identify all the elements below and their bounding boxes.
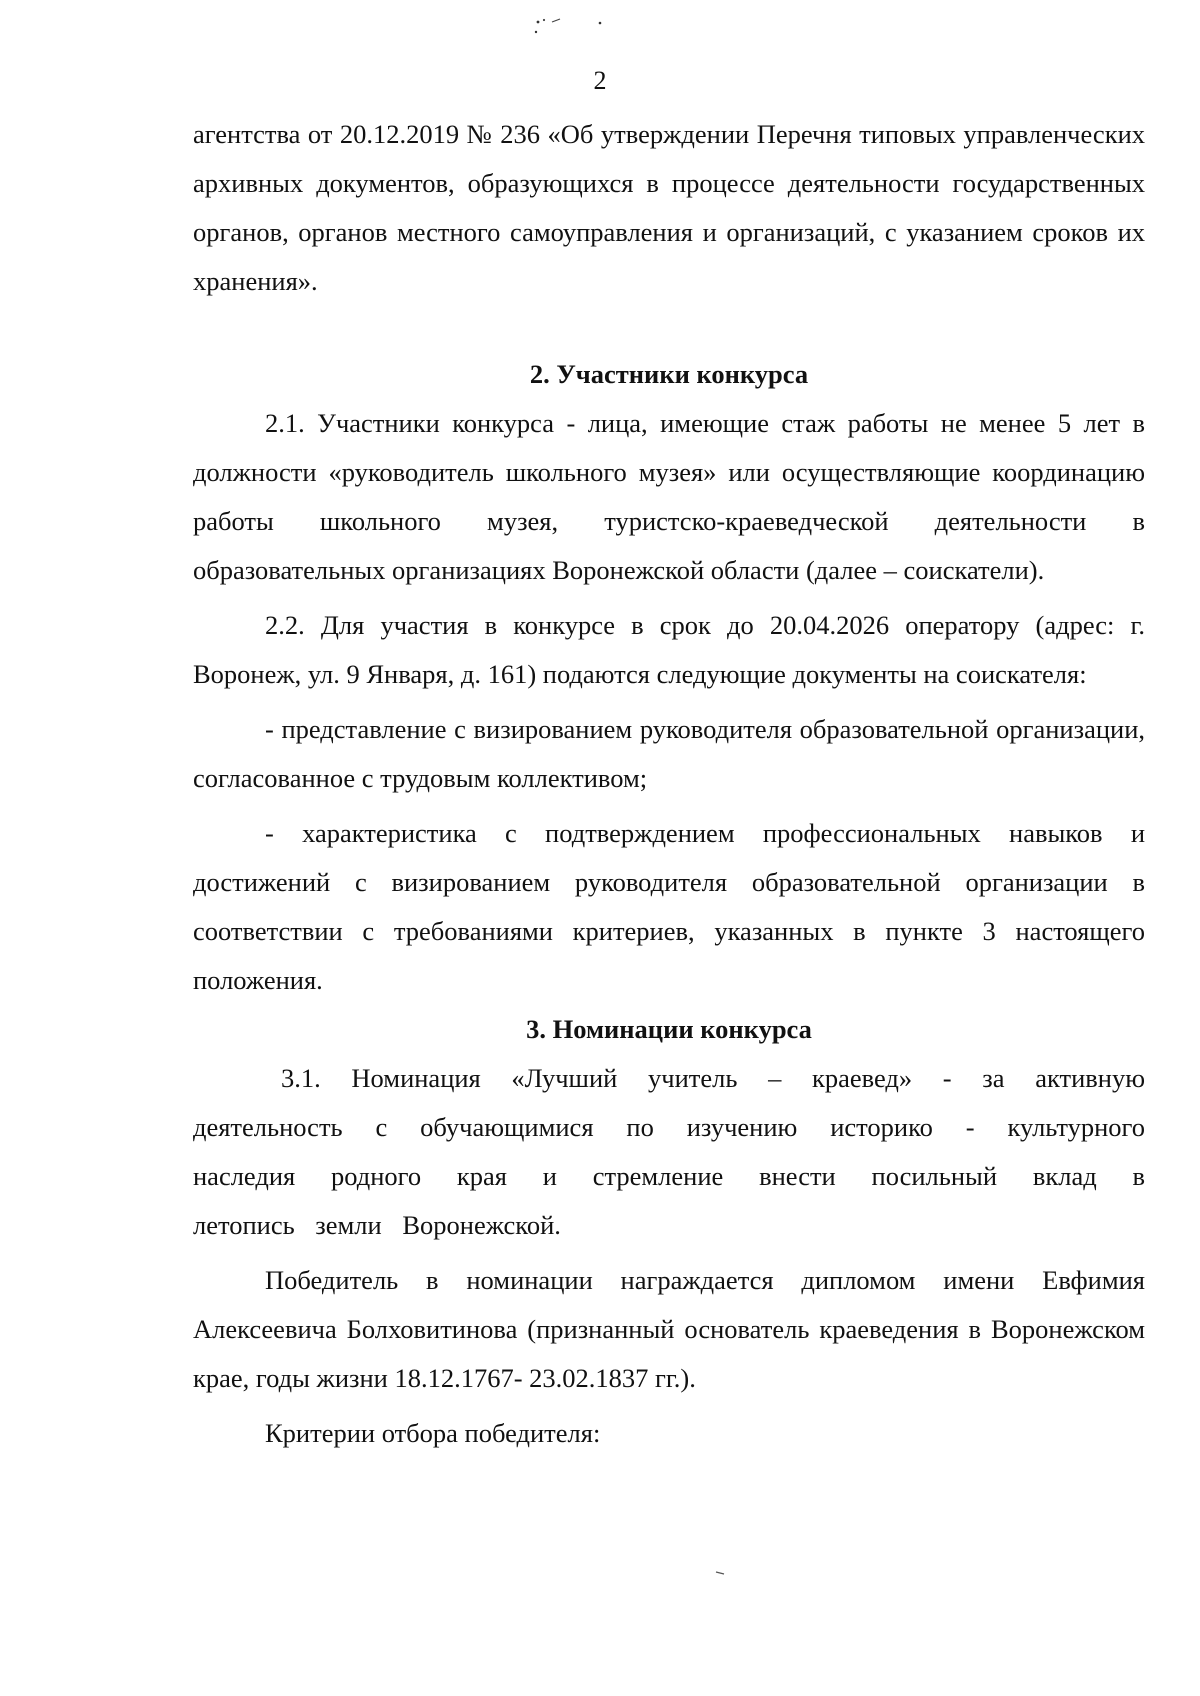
document-list-item-representation: - представление с визированием руководителя образовательной организации, согласованное с трудовым коллективом; [193, 714, 1145, 793]
document-body [193, 110, 1145, 1458]
criteria-paragraph: Критерии отбора победителя: [265, 1418, 601, 1448]
winner-paragraph: Победитель в номинации награждается дипломом имени Евфимия Алексеевича Болховитинова (признанный основатель краеведения в Воронежском крае, годы жизни 18.12.1767- 23.02.1837 гг.). [193, 1265, 1145, 1393]
section-2-heading: 2. Участники конкурса [529, 359, 809, 389]
scan-speck-bottom [714, 1570, 728, 1576]
paragraph-2-1: 2.1. Участники конкурса - лица, имеющие стаж работы не менее 5 лет в должности «руководитель школьного музея» или осуществляющие координацию работы школьного музея, туристско-краеведческой деятельности в образовательных организациях Воронежской области (далее – соискатели). [193, 408, 1145, 585]
section-3-heading: 3. Номинации конкурса [526, 1014, 812, 1044]
scan-specks-top [530, 12, 650, 42]
paragraph-3-1: 3.1. Номинация «Лучший учитель – краевед» - за активную деятельность с обучающимися по изучению историко - культурного наследия родного края и стремление внести посильный вклад в летопись земли Воронежской. [193, 1063, 1145, 1240]
continuation-paragraph: агентства от 20.12.2019 № 236 «Об утверждении Перечня типовых управленческих архивных документов, образующихся в процессе деятельности государственных органов, органов местного самоуправления и организаций, с указанием сроков их хранения». [193, 119, 1145, 296]
paragraph-2-2: 2.2. Для участия в конкурсе в срок до 20.04.2026 оператору (адрес: г. Воронеж, ул. 9 Января, д. 161) подаются следующие документы на соискателя: [193, 610, 1145, 689]
page-number: 2 [593, 66, 607, 95]
document-list-item-characteristic: - характеристика с подтверждением профессиональных навыков и достижений с визированием руководителя образовательной организации в соответствии с требованиями критериев, указанных в пункте 3 настоящего положения. [193, 818, 1145, 995]
